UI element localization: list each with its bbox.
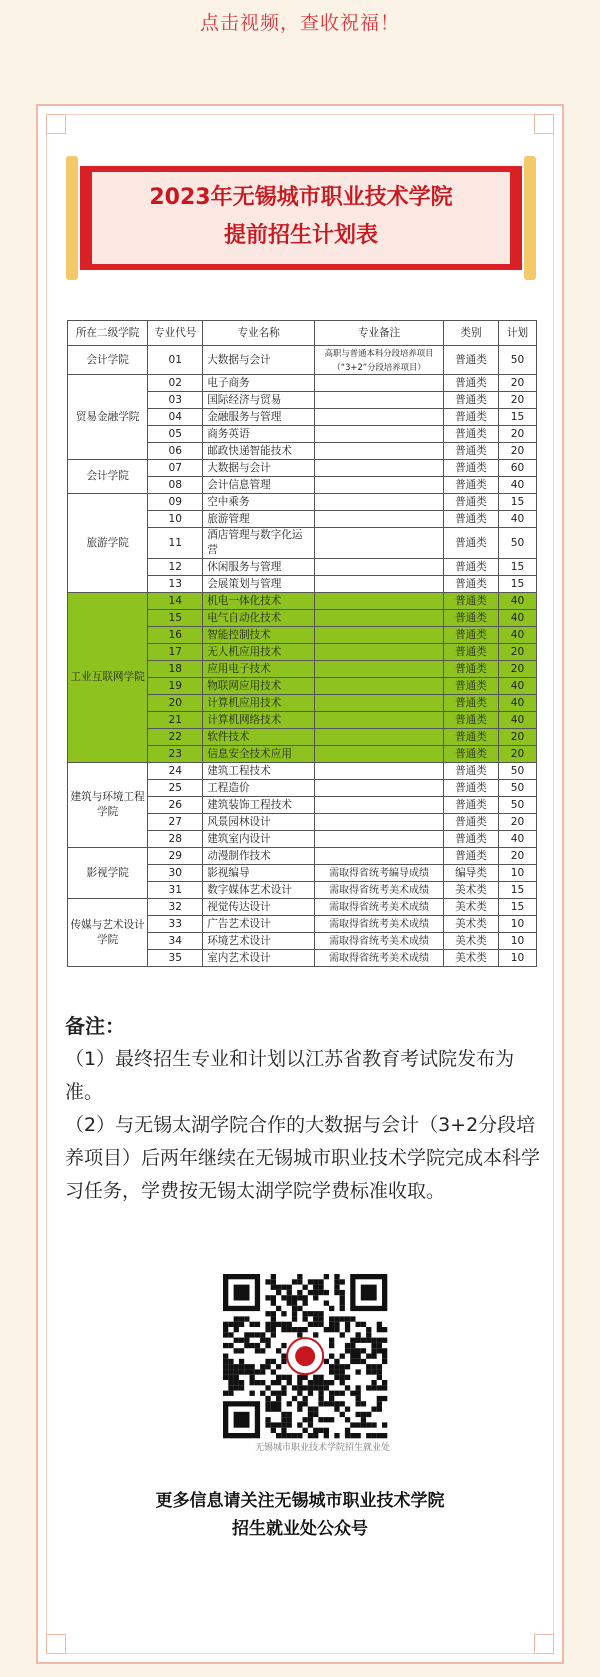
note-cell: 需取得省统考美术成绩 <box>315 882 444 899</box>
note-cell <box>315 746 444 763</box>
note-cell: 高职与普通本科分段培养项目 （“3+2”分段培养项目） <box>315 346 444 375</box>
corner-ornament <box>46 1634 66 1654</box>
type-cell: 普通类 <box>444 661 499 678</box>
plan-cell: 20 <box>498 443 536 460</box>
type-cell: 普通类 <box>444 797 499 814</box>
major-name-cell: 会计信息管理 <box>203 477 315 494</box>
note-cell <box>315 392 444 409</box>
type-cell: 普通类 <box>444 477 499 494</box>
type-cell: 普通类 <box>444 443 499 460</box>
code-cell: 22 <box>148 729 203 746</box>
type-cell: 编导类 <box>444 865 499 882</box>
type-cell: 普通类 <box>444 392 499 409</box>
plan-cell: 20 <box>498 848 536 865</box>
note-cell <box>315 712 444 729</box>
code-cell: 03 <box>148 392 203 409</box>
plan-cell: 40 <box>498 610 536 627</box>
plan-cell: 15 <box>498 899 536 916</box>
plan-cell: 20 <box>498 746 536 763</box>
college-cell: 会计学院 <box>68 460 148 494</box>
column-header: 类别 <box>444 321 499 346</box>
plan-cell: 15 <box>498 559 536 576</box>
major-name-cell: 应用电子技术 <box>203 661 315 678</box>
table-row <box>68 593 537 610</box>
corner-ornament <box>534 114 554 134</box>
major-name-cell: 计算机网络技术 <box>203 712 315 729</box>
code-cell: 02 <box>148 375 203 392</box>
code-cell: 30 <box>148 865 203 882</box>
code-cell: 25 <box>148 780 203 797</box>
plan-cell: 40 <box>498 831 536 848</box>
type-cell: 普通类 <box>444 593 499 610</box>
major-name-cell: 电气自动化技术 <box>203 610 315 627</box>
code-cell: 10 <box>148 511 203 528</box>
code-cell: 20 <box>148 695 203 712</box>
college-cell: 影视学院 <box>68 848 148 899</box>
code-cell: 32 <box>148 899 203 916</box>
code-cell: 12 <box>148 559 203 576</box>
note-cell <box>315 695 444 712</box>
corner-ornament <box>534 1634 554 1654</box>
page-title-line2: 提前招生计划表 <box>223 223 378 248</box>
table-header-row <box>68 321 537 346</box>
major-name-cell: 金融服务与管理 <box>203 409 315 426</box>
table-row <box>68 899 537 916</box>
major-name-cell: 商务英语 <box>203 426 315 443</box>
note-cell <box>315 409 444 426</box>
plan-cell: 40 <box>498 678 536 695</box>
plan-cell: 20 <box>498 426 536 443</box>
code-cell: 11 <box>148 528 203 559</box>
code-cell: 17 <box>148 644 203 661</box>
table-row <box>68 494 537 511</box>
plan-cell: 20 <box>498 814 536 831</box>
code-cell: 35 <box>148 950 203 967</box>
code-cell: 28 <box>148 831 203 848</box>
major-name-cell: 视觉传达设计 <box>203 899 315 916</box>
qr-caption: 无锡城市职业技术学院招生就业处 <box>255 1443 391 1453</box>
major-name-cell: 工程造价 <box>203 780 315 797</box>
type-cell: 美术类 <box>444 933 499 950</box>
column-header: 所在二级学院 <box>68 321 148 346</box>
plan-cell: 20 <box>498 392 536 409</box>
note-cell <box>315 559 444 576</box>
major-name-cell: 智能控制技术 <box>203 627 315 644</box>
plan-cell: 40 <box>498 627 536 644</box>
type-cell: 普通类 <box>444 494 499 511</box>
note-cell: 需取得省统考美术成绩 <box>315 899 444 916</box>
page-title-line1: 2023年无锡城市职业技术学院 <box>149 185 453 210</box>
major-name-cell: 会展策划与管理 <box>203 576 315 593</box>
type-cell: 美术类 <box>444 950 499 967</box>
plan-cell: 50 <box>498 763 536 780</box>
note-cell <box>315 797 444 814</box>
note-cell <box>315 375 444 392</box>
major-name-cell: 休闲服务与管理 <box>203 559 315 576</box>
type-cell: 普通类 <box>444 576 499 593</box>
type-cell: 普通类 <box>444 763 499 780</box>
type-cell: 普通类 <box>444 848 499 865</box>
code-cell: 18 <box>148 661 203 678</box>
college-cell: 会计学院 <box>68 346 148 375</box>
plan-cell: 10 <box>498 933 536 950</box>
type-cell: 普通类 <box>444 746 499 763</box>
plan-cell: 20 <box>498 644 536 661</box>
plan-cell: 50 <box>498 797 536 814</box>
table-row <box>68 848 537 865</box>
code-cell: 27 <box>148 814 203 831</box>
major-name-cell: 数字媒体艺术设计 <box>203 882 315 899</box>
type-cell: 普通类 <box>444 460 499 477</box>
type-cell: 普通类 <box>444 528 499 559</box>
type-cell: 普通类 <box>444 780 499 797</box>
major-name-cell: 建筑室内设计 <box>203 831 315 848</box>
code-cell: 14 <box>148 593 203 610</box>
code-cell: 05 <box>148 426 203 443</box>
plan-cell: 40 <box>498 511 536 528</box>
type-cell: 普通类 <box>444 559 499 576</box>
type-cell: 普通类 <box>444 678 499 695</box>
plan-cell: 10 <box>498 865 536 882</box>
plan-cell: 20 <box>498 729 536 746</box>
note-item: （2）与无锡太湖学院合作的大数据与会计（3+2分段培养项目）后两年继续在无锡城市职业技术学院完成本科学习任务，学费按无锡太湖学院学费标准收取。 <box>65 1114 541 1202</box>
type-cell: 普通类 <box>444 346 499 375</box>
major-name-cell: 机电一体化技术 <box>203 593 315 610</box>
type-cell: 美术类 <box>444 916 499 933</box>
type-cell: 普通类 <box>444 831 499 848</box>
college-cell: 传媒与艺术设计学院 <box>68 899 148 967</box>
code-cell: 29 <box>148 848 203 865</box>
code-cell: 09 <box>148 494 203 511</box>
note-cell <box>315 763 444 780</box>
code-cell: 34 <box>148 933 203 950</box>
type-cell: 普通类 <box>444 409 499 426</box>
note-item: （1）最终招生专业和计划以江苏省教育考试院发布为准。 <box>65 1048 515 1103</box>
column-header: 计划 <box>498 321 536 346</box>
major-name-cell: 影视编导 <box>203 865 315 882</box>
note-cell <box>315 848 444 865</box>
type-cell: 美术类 <box>444 899 499 916</box>
plan-cell: 15 <box>498 882 536 899</box>
major-name-cell: 无人机应用技术 <box>203 644 315 661</box>
note-cell <box>315 511 444 528</box>
plan-cell: 40 <box>498 695 536 712</box>
type-cell: 普通类 <box>444 729 499 746</box>
major-name-cell: 国际经济与贸易 <box>203 392 315 409</box>
plan-cell: 10 <box>498 916 536 933</box>
major-name-cell: 信息安全技术应用 <box>203 746 315 763</box>
note-cell: 需取得省统考美术成绩 <box>315 933 444 950</box>
major-name-cell: 计算机应用技术 <box>203 695 315 712</box>
type-cell: 普通类 <box>444 627 499 644</box>
major-name-cell: 建筑工程技术 <box>203 763 315 780</box>
major-name-cell: 动漫制作技术 <box>203 848 315 865</box>
major-name-cell: 物联网应用技术 <box>203 678 315 695</box>
type-cell: 普通类 <box>444 610 499 627</box>
code-cell: 23 <box>148 746 203 763</box>
note-cell <box>315 610 444 627</box>
major-name-cell: 酒店管理与数字化运营 <box>203 528 315 559</box>
type-cell: 普通类 <box>444 375 499 392</box>
plan-cell: 10 <box>498 950 536 967</box>
note-cell <box>315 593 444 610</box>
note-cell: 需取得省统考编导成绩 <box>315 865 444 882</box>
plan-cell: 60 <box>498 460 536 477</box>
note-cell <box>315 627 444 644</box>
major-name-cell: 大数据与会计 <box>203 460 315 477</box>
college-cell: 旅游学院 <box>68 494 148 593</box>
major-name-cell: 邮政快递智能技术 <box>203 443 315 460</box>
table-row <box>68 460 537 477</box>
type-cell: 普通类 <box>444 712 499 729</box>
major-name-cell: 环境艺术设计 <box>203 933 315 950</box>
column-header: 专业名称 <box>203 321 315 346</box>
note-cell: 需取得省统考美术成绩 <box>315 950 444 967</box>
type-cell: 普通类 <box>444 644 499 661</box>
code-cell: 31 <box>148 882 203 899</box>
major-name-cell: 空中乘务 <box>203 494 315 511</box>
type-cell: 普通类 <box>444 814 499 831</box>
note-cell <box>315 443 444 460</box>
notes-title: 备注： <box>65 1014 125 1038</box>
plan-cell: 40 <box>498 712 536 729</box>
code-cell: 04 <box>148 409 203 426</box>
code-cell: 15 <box>148 610 203 627</box>
code-cell: 19 <box>148 678 203 695</box>
code-cell: 06 <box>148 443 203 460</box>
type-cell: 普通类 <box>444 511 499 528</box>
plan-cell: 40 <box>498 593 536 610</box>
note-cell <box>315 477 444 494</box>
type-cell: 普通类 <box>444 426 499 443</box>
major-name-cell: 软件技术 <box>203 729 315 746</box>
code-cell: 33 <box>148 916 203 933</box>
column-header: 专业备注 <box>315 321 444 346</box>
title-scroll <box>66 156 536 280</box>
note-cell <box>315 678 444 695</box>
note-cell <box>315 528 444 559</box>
major-name-cell: 室内艺术设计 <box>203 950 315 967</box>
major-name-cell: 建筑装饰工程技术 <box>203 797 315 814</box>
table-row <box>68 763 537 780</box>
notes-section <box>65 1010 545 1208</box>
plan-cell: 20 <box>498 375 536 392</box>
qr-code[interactable] <box>220 1272 390 1440</box>
table-row <box>68 346 537 375</box>
note-cell <box>315 494 444 511</box>
footer-line1: 更多信息请关注无锡城市职业技术学院 <box>155 1491 445 1511</box>
plan-cell: 50 <box>498 780 536 797</box>
major-name-cell: 电子商务 <box>203 375 315 392</box>
note-cell <box>315 780 444 797</box>
type-cell: 美术类 <box>444 882 499 899</box>
code-cell: 01 <box>148 346 203 375</box>
note-cell <box>315 831 444 848</box>
plan-cell: 50 <box>498 346 536 375</box>
plan-cell: 50 <box>498 528 536 559</box>
code-cell: 16 <box>148 627 203 644</box>
table-row <box>68 375 537 392</box>
corner-ornament <box>46 114 66 134</box>
college-cell: 建筑与环境工程学院 <box>68 763 148 848</box>
code-cell: 08 <box>148 477 203 494</box>
major-name-cell: 广告艺术设计 <box>203 916 315 933</box>
banner-text[interactable]: 点击视频，查收祝福！ <box>199 12 400 34</box>
plan-cell: 15 <box>498 576 536 593</box>
column-header: 专业代号 <box>148 321 203 346</box>
code-cell: 13 <box>148 576 203 593</box>
note-cell <box>315 729 444 746</box>
note-cell <box>315 426 444 443</box>
major-name-cell: 大数据与会计 <box>203 346 315 375</box>
note-cell <box>315 814 444 831</box>
college-cell: 工业互联网学院 <box>68 593 148 763</box>
note-cell <box>315 661 444 678</box>
plan-cell: 20 <box>498 661 536 678</box>
code-cell: 24 <box>148 763 203 780</box>
major-name-cell: 旅游管理 <box>203 511 315 528</box>
major-name-cell: 风景园林设计 <box>203 814 315 831</box>
code-cell: 07 <box>148 460 203 477</box>
note-cell <box>315 644 444 661</box>
college-cell: 贸易金融学院 <box>68 375 148 460</box>
type-cell: 普通类 <box>444 695 499 712</box>
code-cell: 21 <box>148 712 203 729</box>
plan-cell: 40 <box>498 477 536 494</box>
code-cell: 26 <box>148 797 203 814</box>
plan-cell: 15 <box>498 494 536 511</box>
enrollment-plan-table <box>67 320 537 967</box>
footer-line2: 招生就业处公众号 <box>232 1519 368 1539</box>
note-cell: 需取得省统考美术成绩 <box>315 916 444 933</box>
note-cell <box>315 576 444 593</box>
note-cell <box>315 460 444 477</box>
plan-cell: 15 <box>498 409 536 426</box>
